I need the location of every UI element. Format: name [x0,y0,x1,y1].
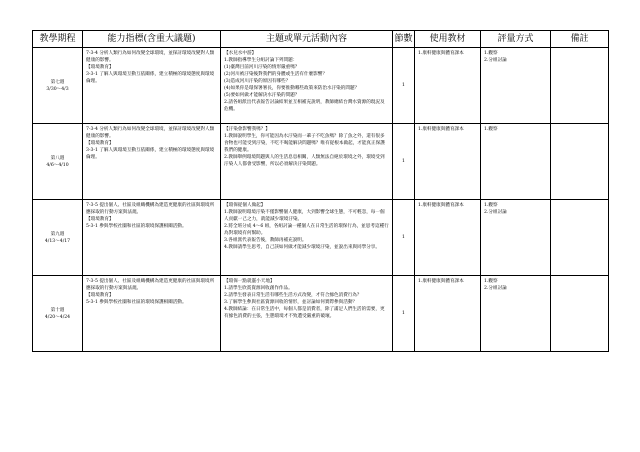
week-cell [33,124,83,200]
theme-line: 2.請學生發表日常生活有哪些生活方式改變，才符合綠色消費行為？ [224,293,362,298]
theme-line: 4.教師請學生思考，自己該如何做才能減少環境汙染，並說出來與同學分享。 [224,245,380,250]
periods-cell [393,276,415,352]
theme-line: 1.教師指導學生分組討論下列問題： [224,58,298,63]
periods-value: 1 [402,235,405,240]
theme-line: (3)造成河川汙染的原因有哪些？ [224,79,291,84]
ability-line: 【環境教育】 [86,141,114,146]
week-label: 第十週 [50,307,65,313]
theme-line: 2.將全班分成 4～6 組，各組討論一種個人在日常生活的環保行為，並思考這種行為對環境有何幫助。 [224,224,389,236]
theme-line: 1.教師說明學生，你可能因為水汙染而一輩子不吃魚嗎？除了魚之外，還有很多食物也可能受到汙染，不吃不喝能解決問題嗎？唯有從根本做起，才能真正保護我們的健康。 [224,134,385,153]
material-value: 1.康軒健康與體育課本 [418,279,464,284]
theme-line: 3.了解學生參與社區資源回收的情形，並討論如何實際參與活動？ [224,300,358,305]
material-value: 1.康軒健康與體育課本 [418,127,464,132]
ability-cell [83,200,221,276]
ability-line: 7-3-5 提出個人、社區及組織機構為建造更健康的社區與環境所應採取的行動方案與法規。 [86,279,215,291]
ability-line: 7-3-5 提出個人、社區及組織機構為建造更健康的社區與環境所應採取的行動方案與法規。 [86,203,215,215]
theme-line: 4.教師結論：在日常生活中，每個人都是消費者，除了滿足人們生活的需要，更有綠色消費的主張，生態環境才不致遭受嚴重的破壞。 [224,307,385,319]
week-dates: 3/30～4/3 [46,86,69,92]
assessment-line: 2.分組討論 [484,210,507,215]
assessment-line: 1.觀察 [484,279,498,284]
assessment-cell [481,276,551,352]
periods-cell [393,200,415,276]
theme-line: 2.教師舉例環境問題與人的生活息息相關，人類無法自絕於環境之外，環境受到汙染人人都會受影響，所以必須解決汙染問題。 [224,155,385,167]
assessment-line: 2.分組討論 [484,286,507,291]
theme-cell [221,276,393,352]
assessment-cell [481,48,551,124]
header-ability: 能力指標(含重大議題) [83,31,221,48]
ability-line: 5-3-1 參與學校社團和社區的環境保護相關活動。 [86,300,187,305]
assessment-cell [481,200,551,276]
theme-line: 1.請學生欣賞資源回收創作作品。 [224,286,293,291]
assessment-line: 1.觀察 [484,127,498,132]
assessment-cell [481,124,551,200]
material-cell [415,276,481,352]
table-body [33,48,609,352]
ability-line: 5-3-1 參與學校社團和社區的環境保護相關活動。 [86,224,187,229]
header-row [33,31,609,48]
ability-cell [83,124,221,200]
periods-cell [393,48,415,124]
ability-line: 3-3-1 了解人與環境互動互依關係，建立積極的環境態度與環境倫理。 [86,72,215,84]
material-cell [415,124,481,200]
material-value: 1.康軒健康與體育課本 [418,51,464,56]
lesson-plan-table [32,30,609,352]
theme-line: 1.教師說明環境汙染不僅影響個人健康，大到影響全球生態，不可輕忽，每一個人貢獻一己之力，就能減少環境汙染。 [224,210,385,222]
week-label: 第九週 [50,231,65,237]
week-cell [33,200,83,276]
theme-cell [221,200,393,276]
week-label: 第七週 [50,79,65,85]
theme-line: 【環保一點就靈小天地】 [224,279,275,284]
notes-cell [551,200,609,276]
theme-line: (5)要如何做才能解決水汙染的問題？ [224,93,300,98]
theme-line: 3.各組派代表報告後，教師再補充說明。 [224,238,307,243]
ability-line: 【環境教育】 [86,217,114,222]
table-row [33,276,609,352]
table-row [33,48,609,124]
table-row [33,124,609,200]
periods-value: 1 [402,159,405,164]
ability-line: 【環境教育】 [86,293,114,298]
ability-line: 7-3-4 分析人類行為如何改變全球環境，並探討環境改變對人類健康的影響。 [86,51,215,63]
header-periods: 節數 [393,31,415,48]
ability-line: 7-3-4 分析人類行為如何改變全球環境，並探討環境改變對人類健康的影響。 [86,127,215,139]
ability-line: 【環境教育】 [86,65,114,70]
theme-line: 【水兒水中游】 [224,51,257,56]
assessment-line: 1.觀察 [484,51,498,56]
assessment-line: 1.觀察 [484,203,498,208]
header-material: 使用教材 [415,31,481,48]
periods-value: 1 [402,83,405,88]
week-dates: 4/20～4/24 [44,314,71,320]
table-row [33,200,609,276]
theme-line: 【環保從個人做起】 [224,203,266,208]
ability-cell [83,48,221,124]
theme-line: 【汙染會影響我嗎？】 [224,127,270,132]
material-cell [415,48,481,124]
material-value: 1.康軒健康與體育課本 [418,203,464,208]
assessment-line: 2.分組討論 [484,58,507,63]
theme-cell [221,124,393,200]
notes-cell [551,276,609,352]
week-cell [33,48,83,124]
header-week: 教學期程 [33,31,83,48]
notes-cell [551,48,609,124]
periods-value: 1 [402,311,405,316]
notes-cell [551,124,609,200]
theme-line: (4)如果你是環保署署長，你要推動哪些政策來防治水汙染的問題？ [224,86,360,91]
periods-cell [393,124,415,200]
ability-line: 3-3-1 了解人與環境互動互依關係，建立積極的環境態度與環境倫理。 [86,148,215,160]
theme-line: (2)河川被汙染後對我們的身體或生活有什麼影響？ [224,72,327,77]
material-cell [415,200,481,276]
theme-line: (1)臺灣目前河川汙染的情形嚴重嗎？ [224,65,300,70]
week-dates: 4/6～4/10 [46,162,69,168]
header-theme: 主題或單元活動內容 [221,31,393,48]
theme-line: 2.請各組派出代表報告討論結果並互相補充說明，教師總結台灣水資源的現況及危機。 [224,100,385,112]
header-notes: 備註 [551,31,609,48]
theme-cell [221,48,393,124]
week-dates: 4/13～4/17 [44,238,71,244]
week-cell [33,276,83,352]
week-label: 第八週 [50,155,65,161]
header-assessment: 評量方式 [481,31,551,48]
ability-cell [83,276,221,352]
